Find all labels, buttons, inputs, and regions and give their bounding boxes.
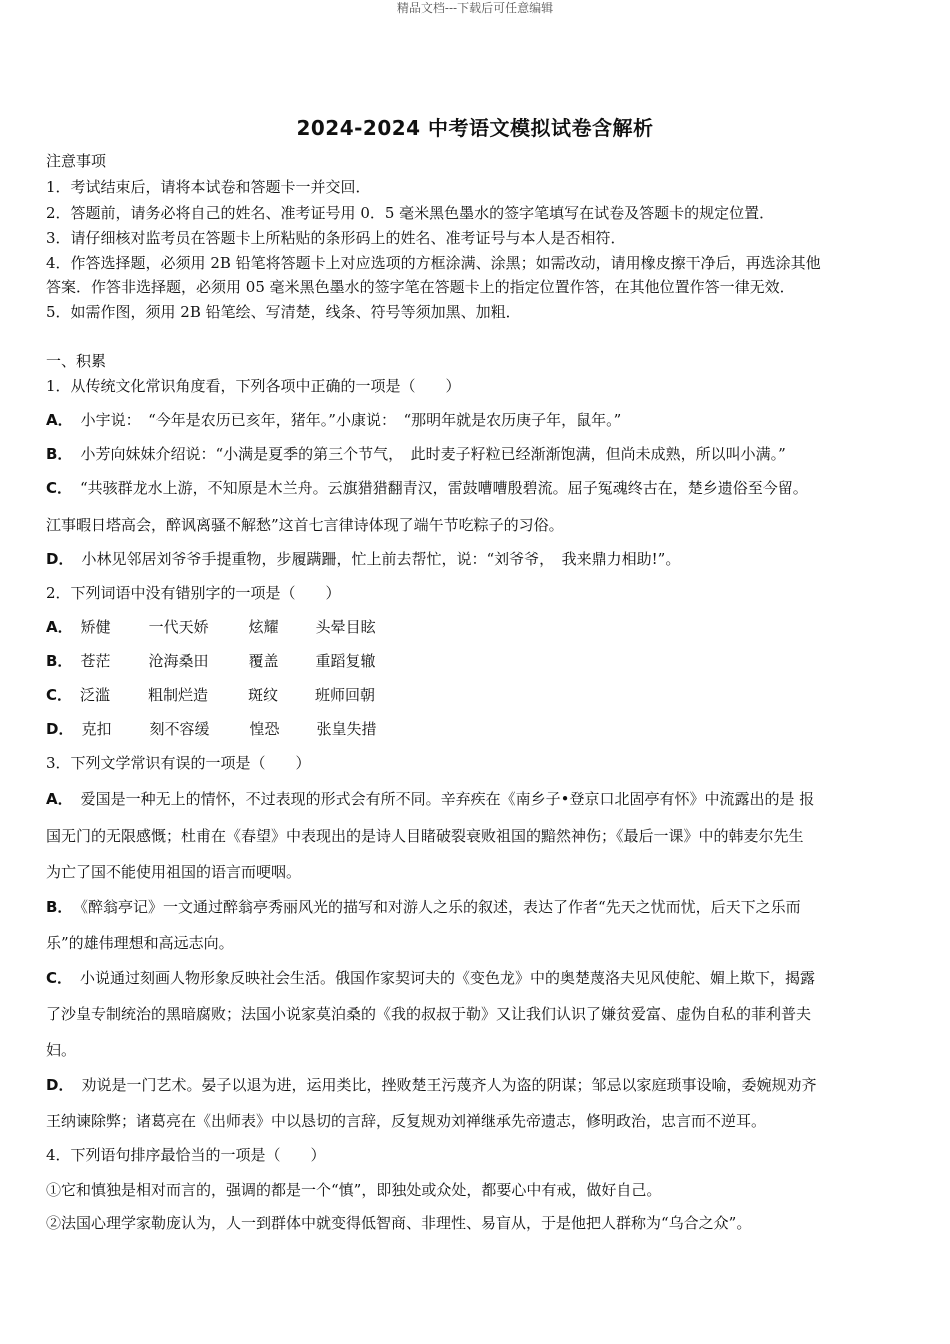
word: 沧海桑田: [148, 652, 209, 670]
word: 矫健: [80, 618, 111, 636]
q2-option-c: [46, 685, 906, 705]
word: 头晕目眩: [315, 618, 376, 636]
option-text: 小林见邻居刘爷爷手提重物，步履蹒跚，忙上前去帮忙，说：“刘爷爷， 我来鼎力相助!”。: [81, 550, 681, 568]
q1-option-d: [46, 549, 906, 569]
section-heading: 一、积累: [46, 352, 107, 370]
option-label: B．: [46, 445, 73, 463]
option-label: A．: [46, 411, 73, 429]
option-label: A．: [46, 618, 73, 636]
word: 张皇失措: [316, 720, 377, 738]
word: 覆盖: [248, 652, 279, 670]
option-label: D．: [46, 720, 74, 738]
option-label: B．: [46, 652, 73, 670]
q1-stem: 1．从传统文化常识角度看，下列各项中正确的一项是（ ）: [46, 377, 461, 395]
q3-option-a-cont: 国无门的无限感慨；杜甫在《春望》中表现出的是诗人目睹破裂衰败祖国的黯然神伤；《最后一课》中的韩麦尔先生: [46, 827, 804, 845]
word: 一代天娇: [148, 618, 209, 636]
option-label: A．: [46, 790, 73, 808]
notice-item-2: 2．答题前，请务必将自己的姓名、准考证号用 0．5 毫米黑色墨水的签字笔填写在试卷及答题卡的规定位置．: [46, 204, 775, 222]
q2-option-d: [46, 719, 906, 739]
option-label: B．: [46, 898, 73, 916]
option-text: 《醉翁亭记》一文通过醉翁亭秀丽风光的描写和对游人之乐的叙述，表达了作者“先天之忧而忧，后天下之乐而: [80, 898, 801, 916]
header-note: 精品文档---下载后可任意编辑: [396, 1, 554, 15]
notice-item-4-cont: 答案．作答非选择题，必须用 05 毫米黑色墨水的签字笔在答题卡上的指定位置作答，在其他位置作答一律无效．: [46, 278, 795, 296]
option-label: D．: [46, 1076, 74, 1094]
q1-option-a: [46, 410, 906, 430]
q4-sentence-2: ②法国心理学家勒庞认为，人一到群体中就变得低智商、非理性、易盲从，于是他把人群称为“乌合之众”。: [46, 1214, 752, 1232]
notice-heading: 注意事项: [46, 152, 107, 170]
option-text: 爱国是一种无上的情怀，不过表现的形式会有所不同。辛弃疾在《南乡子•登京口北固亭有怀》中流露出的是 报: [80, 790, 815, 808]
q2-stem: 2．下列词语中没有错别字的一项是（ ）: [46, 584, 341, 602]
q1-option-c-cont: 江事暇日塔高会，醉讽离骚不解愁”这首七言律诗体现了端午节吃粽子的习俗。: [46, 516, 564, 534]
option-label: D．: [46, 550, 74, 568]
notice-item-5: 5．如需作图，须用 2B 铅笔绘、写清楚，线条、符号等须加黑、加粗．: [46, 303, 521, 321]
q3-option-a-cont: 为亡了国不能使用祖国的语言而哽咽。: [46, 863, 302, 881]
word: 炫耀: [248, 618, 279, 636]
option-label: C．: [46, 969, 73, 987]
q3-option-c: [46, 968, 906, 988]
q3-stem: 3．下列文学常识有误的一项是（ ）: [46, 754, 311, 772]
page-title: 2024-2024 中考语文模拟试卷含解析: [296, 116, 654, 140]
word: 刻不容缓: [149, 720, 210, 738]
word: 斑纹: [248, 686, 279, 704]
q3-option-b-cont: 乐”的雄伟理想和高远志向。: [46, 934, 234, 952]
option-text: 劝说是一门艺术。晏子以退为进，运用类比，挫败楚王污蔑齐人为盗的阴谋；邹忌以家庭琐事设喻，委婉规劝齐: [81, 1076, 817, 1094]
option-text: 小说通过刻画人物形象反映社会生活。俄国作家契诃夫的《变色龙》中的奥楚蔑洛夫见风使舵、媚上欺下，揭露: [80, 969, 816, 987]
word: 班师回朝: [315, 686, 376, 704]
word: 泛滥: [80, 686, 111, 704]
q3-option-a: [46, 789, 906, 809]
option-text: 小芳向妹妹介绍说：“小满是夏季的第三个节气， 此时麦子籽粒已经渐渐饱满，但尚未成熟，所以叫小满。”: [80, 445, 786, 463]
q2-option-a: [46, 617, 906, 637]
notice-item-1: 1．考试结束后，请将本试卷和答题卡一并交回．: [46, 178, 371, 196]
q2-option-b: [46, 651, 906, 671]
q4-stem: 4．下列语句排序最恰当的一项是（ ）: [46, 1146, 326, 1164]
option-label: C．: [46, 686, 73, 704]
option-text: “共骇群龙水上游，不知原是木兰舟。云旗猎猎翻青汉，雷鼓嘈嘈殷碧流。屈子冤魂终古在，楚乡遗俗至今留。: [80, 479, 808, 497]
option-text: 小宇说： “今年是农历已亥年，猪年。”小康说： “那明年就是农历庚子年，鼠年。”: [80, 411, 622, 429]
word: 粗制烂造: [148, 686, 209, 704]
word: 苍茫: [80, 652, 111, 670]
notice-item-4: 4．作答选择题，必须用 2B 铅笔将答题卡上对应选项的方框涂满、涂黑；如需改动，请用橡皮擦干净后，再选涂其他: [46, 254, 821, 272]
q1-option-c: [46, 478, 906, 498]
q4-sentence-1: ①它和慎独是相对而言的，强调的都是一个“慎”，即独处或众处，都要心中有戒，做好自己。: [46, 1181, 662, 1199]
notice-item-3: 3．请仔细核对监考员在答题卡上所粘贴的条形码上的姓名、准考证号与本人是否相符．: [46, 229, 626, 247]
q3-option-d: [46, 1075, 906, 1095]
q3-option-d-cont: 王纳谏除弊；诸葛亮在《出师表》中以恳切的言辞，反复规劝刘禅继承先帝遗志，修明政治，忠言而不逆耳。: [46, 1112, 767, 1130]
q3-option-c-cont: 妇。: [46, 1041, 77, 1059]
q3-option-c-cont: 了沙皇专制统治的黑暗腐败；法国小说家莫泊桑的《我的叔叔于勒》又让我们认识了嫌贫爱富、虚伪自私的菲利普夫: [46, 1005, 812, 1023]
option-label: C．: [46, 479, 73, 497]
q3-option-b: [46, 897, 906, 917]
word: 重蹈复辙: [315, 652, 376, 670]
q1-option-b: [46, 444, 906, 464]
word: 惶恐: [249, 720, 280, 738]
word: 克扣: [81, 720, 112, 738]
